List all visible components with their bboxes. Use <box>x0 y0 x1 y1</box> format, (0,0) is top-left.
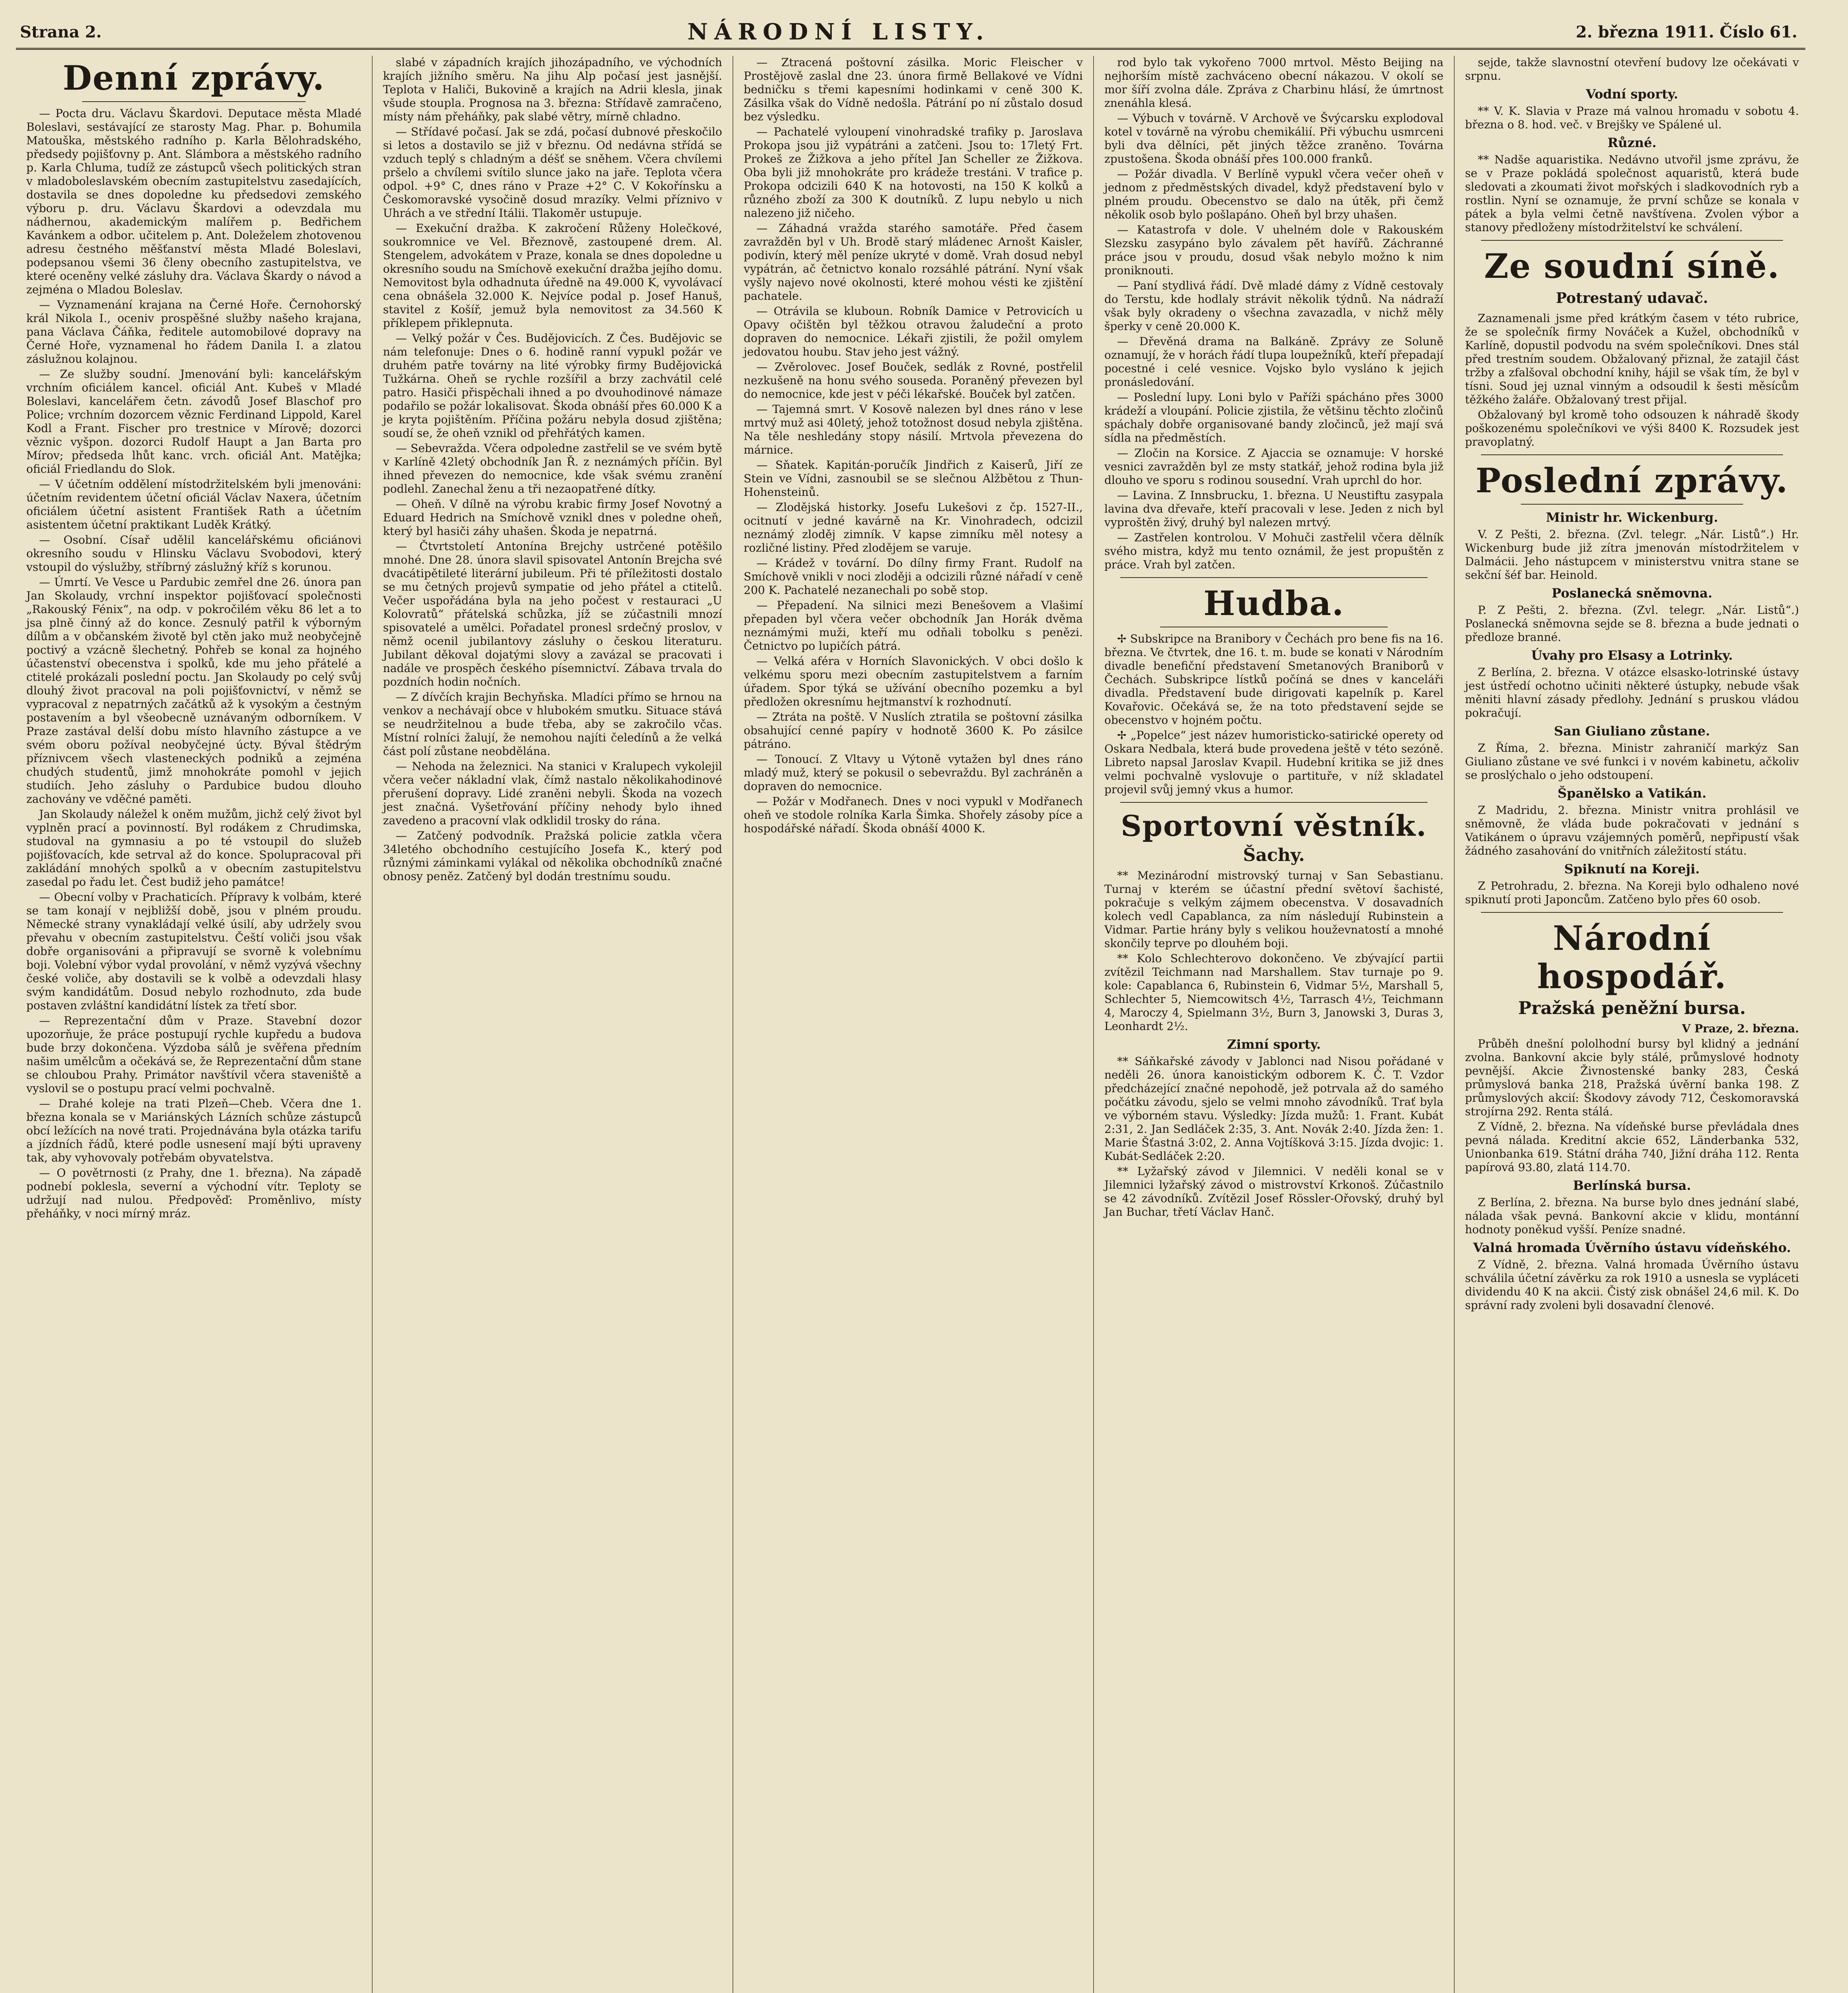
column-2 <box>373 56 733 1993</box>
article: — Výbuch v továrně. V Archově ve Švýcarsku explodoval kotel v továrně na výrobu chemikálií. Při výbuchu usmrceni byli dva dělníci, pět jiných těžce zraněno. Továrna zpustošena. Škoda obnáší přes 100.000 franků. <box>1104 112 1443 165</box>
article: — Velký požár v Čes. Budějovicích. Z Čes. Budějovic se nám telefonuje: Dnes o 6. hodině ranní vypukl požár ve druhém patře továrny na lité výrobky firmy Budějovická Tužkárna. Oheň se rychle rozšířil a brzy zachvátil celé patro. Hasiči přispěchali ihned a po dvouhodinové námaze podařilo se požár lokalisovat. Škoda obnáší přes 60.000 K a je kryta pojištěním. Příčina požáru nebyla dosud zjištěna; soudí se, že oheň vznikl od přehřátých kamen. <box>383 332 722 440</box>
subsection-title-zimni-sporty: Zimní sporty. <box>1227 1037 1321 1052</box>
article: Z Vídně, 2. března. Na vídeňské burse převládala dnes pevná nálada. Kreditní akcie 652, Länderbanka 532, Unionbanka 619. Státní dráha 740, Jižní dráha 112. Renta papírová 93.80, zlatá 114.70. <box>1465 1120 1799 1174</box>
article: — Osobní. Císař udělil kancelářskému oficiánovi okresního soudu v Hlinsku Václavu Svobodovi, který vstoupil do výslužby, stříbrný záslužný kříž s korunou. <box>26 533 361 574</box>
article: Obžalovaný byl kromě toho odsouzen k náhradě škody poškozenému společníkovi ve výši 8400 K. Rozsudek jest pravoplatný. <box>1465 408 1799 448</box>
article: — Lavina. Z Innsbrucku, 1. března. U Neustiftu zasypala lavina dva dřevaře, kteří pracovali v lese. Jeden z nich byl vyproštěn živý, druhý byl nalezen mrtvý. <box>1104 489 1443 529</box>
article: Z Berlína, 2. března. V otázce elsasko-lotrinské ústavy jest ústředí ochotno učiniti některé ústupky, nebude však měniti hlavní zásady předlohy. Jednání s pruskou vládou pokračují. <box>1465 666 1799 719</box>
article: Průběh dnešní pololhodní bursy byl klidný a jednání zvolna. Bankovní akcie byly stálé, průmyslové hodnoty pevnější. Akcie Živnostenské banky 283, Česká průmyslová banka 218, Pražská úvěrní banka 198. Z průmyslových akcií: Škodovy závody 712, Českomoravská strojírna 292. Renta stálá. <box>1465 1037 1799 1118</box>
article: rod bylo tak vykořeno 7000 mrtvol. Město Beijing na nejhorším místě zachváceno obecní nákazou. V okolí se mor šíří zvolna dále. Zpráva z Charbinu hlásí, že úmrtnost znenáhla klesá. <box>1104 56 1443 110</box>
article: — Požár divadla. V Berlíně vypukl včera večer oheň v jednom z předměstských divadel, když představení bylo v plném proudu. Obecenstvo se dalo na útěk, při čemž několik osob bylo pošlapáno. Oheň byl brzy uhašen. <box>1104 167 1443 221</box>
subsection-title-vodni-sporty: Vodní sporty. <box>1586 86 1678 102</box>
article: — Zločin na Korsice. Z Ajaccia se oznamuje: V horské vesnici zavražděn byl ze msty statkář, jehož rodina byla již dlouho ve sporu s rodinou sousední. Vrah uprchl do hor. <box>1104 446 1443 487</box>
article: — Exekuční dražba. K zakročení Růženy Holečkové, soukromnice ve Vel. Březnově, zastoupené drem. Al. Stengelem, advokátem v Praze, konala se dnes dopoledne u okresního soudu na Smíchově exekuční dražba jejího domu. Nemovitost byla odhadnuta úředně na 49.000 K, vyvolávací cena obnášela 32.000 K. Nejvíce podal p. Josef Hanuš, stavitel z Košíř, jemuž byla nemovitost za 34.560 K příklepem přiklepnuta. <box>383 222 722 330</box>
article: ** Lyžařský závod v Jilemnici. V neděli konal se v Jilemnici lyžařský závod o mistrovství Krkonoš. Zúčastnilo se 42 závodníků. Zvítězil Josef Rössler-Ořovský, druhý byl Jan Buchar, třetí Václav Hanč. <box>1104 1165 1443 1219</box>
article: Z Vídně, 2. března. Valná hromada Úvěrního ústavu schválila účetní závěrku za rok 1910 a usnesla se vypláceti dividendu 40 K na akcii. Čistý zisk obnášel 24,6 mil. K. Do správní rady zvoleni byli dosavadní členové. <box>1465 1258 1799 1312</box>
article: — Poslední lupy. Loni bylo v Paříži spácháno přes 3000 krádeží a vloupání. Policie zjistila, že většinu těchto zločinů spáchaly dobře organisované bandy zločinců, jež mají svá sídla na předměstích. <box>1104 391 1443 444</box>
article: — Tajemná smrt. V Kosově nalezen byl dnes ráno v lese mrtvý muž asi 40letý, jehož totožnost dosud nebyla zjištěna. Na těle neshledány stopy násilí. Mrtvola převezena do márnice. <box>744 403 1083 456</box>
article: Z Říma, 2. března. Ministr zahraničí markýz San Giuliano zůstane ve své funkci i v novém kabinetu, ačkoliv se proslýchalo o jeho odstoupení. <box>1465 741 1799 782</box>
article: P. Z Pešti, 2. března. (Zvl. telegr. „Nár. Listů“.) Poslanecká sněmovna sejde se 8. března a bude jednati o předloze branné. <box>1465 603 1799 644</box>
masthead <box>16 16 1805 50</box>
article: — Ztracená poštovní zásilka. Moric Fleischer v Prostějově zaslal dne 23. února firmě Bellakové ve Vídni bedničku s třemi kapesními hodinkami v ceně 300 K. Zásilka však do Vídně nedošla. Pátrání po ní zůstalo dosud bez výsledku. <box>744 56 1083 123</box>
article: — Střídavé počasí. Jak se zdá, počasí dubnové přeskočilo si letos a dostavilo se již v březnu. Od nedávna střídá se vzduch teplý s chladným a déšť se sněhem. Včera chvílemi pršelo a chvílemi svítilo slunce jako na jaře. Teplota včera odpol. +9° C, dnes ráno v Praze +2° C. V Kokořínsku a Českomoravské vysočině dosud mrazíky. Velmi příznivo v Uhrách a ve střední Itálii. Tlakoměr ustupuje. <box>383 125 722 220</box>
divider <box>1521 504 1743 505</box>
article: — Katastrofa v dole. V uhelném dole v Rakouském Slezsku zasypáno bylo závalem pět havířů. Záchranné práce jsou v proudu, dosud však nebylo možno k nim proniknouti. <box>1104 223 1443 277</box>
section-title-hudba: Hudba. <box>1203 584 1345 623</box>
article: Z Petrohradu, 2. března. Na Koreji bylo odhaleno nové spiknutí proti Japoncům. Zatčeno bylo přes 60 osob. <box>1465 879 1799 906</box>
news-headline: Ministr hr. Wickenburg. <box>1546 510 1718 525</box>
section-title-sportovni-vestnik: Sportovní věstník. <box>1121 809 1427 843</box>
article: — Reprezentační dům v Praze. Stavební dozor upozorňuje, že práce postupují rychle kupředu a budova bude brzy dokončena. Výzdoba sálů je svěřena předním našim umělcům a očekává se, že Reprezentační dům stane se chloubou Prahy. Primátor navštívil včera staveniště a vyslovil se o postupu prací velmi pochvalně. <box>26 1014 361 1095</box>
subsection-title-valna-hromada: Valná hromada Úvěrního ústavu vídeňského. <box>1473 1240 1791 1255</box>
article: ** Nadše aquaristika. Nedávno utvořil jsme zprávu, že se v Praze pokládá společnost aquaristů, která bude sledovati a zkoumati život mořských i sladkovodních ryb a rostlin. Nyní se oznamuje, že první schůze se konala v pátek a byla velmi četně navštívena. Zvolen výbor a stanovy předloženy místodržitelství ke schválení. <box>1465 153 1799 234</box>
divider <box>1481 240 1783 241</box>
news-headline: Španělsko a Vatikán. <box>1557 786 1707 801</box>
article: — Čtvrtstoletí Antonína Brejchy ustrčené potěšilo mnohé. Dne 28. února slavil spisovatel Antonín Brejcha své dvacátipětileté literární jubileum. Při té příležitosti dostalo se mu četných projevů sympatie od jeho přátel a ctitelů. Večer uspořádána byla na jeho počest v restauraci „U Kolovratů“ přátelská schůzka, jíž se zúčastnili mnozí spisovatelé a umělci. Pořadatel pronesl srdečný proslov, v němž ocenil jubilantovy zásluhy o českou literaturu. Jubilant děkoval dojatými slovy a zavázal se pracovati i nadále ve prospěch českého písemnictví. Zábava trvala do pozdních hodin nočních. <box>383 540 722 688</box>
article: Zaznamenali jsme před krátkým časem v této rubrice, že se společník firmy Nováček a Kužel, obchodníků v Karlíně, dopustil podvodu na svém společníkovi. Dnes stál před trestním soudem. Obžalovaný přiznal, že zatajil část tržby a zfalšoval obchodní knihy, hájil se však tím, že byl v tísni. Soud jej uznal vinným a odsoudil k šesti měsícům těžkého žaláře. Obžalovaný trest přijal. <box>1465 312 1799 406</box>
article: Z Madridu, 2. března. Ministr vnitra prohlásil ve sněmovně, že vláda bude pokračovati v jednání s Vatikánem o úpravu vzájemných poměrů, nepřipustí však žádného zasahování do vnitřních záležitostí státu. <box>1465 804 1799 857</box>
article: V. Z Pešti, 2. března. (Zvl. telegr. „Nár. Listů“.) Hr. Wickenburg bude již zítra jmenován místodržitelem v Dalmácii. Jeho nástupcem v ministerstvu vnitra stane se sekční šéf bar. Heinold. <box>1465 528 1799 582</box>
article: — O povětrnosti (z Prahy, dne 1. března). Na západě podnebí poklesla, severní a východní vítr. Teploty se udržují nad nulou. Předpověď: Proměnlivo, místy přeháňky, v noci mírný mráz. <box>26 1166 361 1220</box>
subsection-title-potrestany-udavac: Potrestaný udavač. <box>1556 290 1708 307</box>
section-title-denni-zpravy: Denní zprávy. <box>63 58 325 98</box>
article: — Zastřelen kontrolou. V Mohuči zastřelil včera dělník svého mistra, když mu tento oznámil, že jest propuštěn z práce. Vrah byl zatčen. <box>1104 531 1443 571</box>
article: — Nehoda na železnici. Na stanici v Kralupech vykolejil včera večer nákladní vlak, čímž nastalo několikahodinové přerušení dopravy. Lidé zraněni nebyli. Škoda na vozech jest značná. Vyšetřování příčiny nehody bylo ihned zavedeno a pracovní vlak odklidil trosky do rána. <box>383 760 722 827</box>
news-headline: Poslanecká sněmovna. <box>1551 586 1712 601</box>
article: — Zlodějská historky. Josefu Lukešovi z čp. 1527-II., ocitnutí v jedné kavárně na Kr. Vinohradech, odcizil neznámý zloděj zimník. V kapse zimníku měl notesy a rozličné listiny. Před zlodějem se varuje. <box>744 501 1083 554</box>
article: — Paní stydlivá řádí. Dvě mladé dámy z Vídně cestovaly do Terstu, kde hodlaly strávit několik týdnů. Na nádraží však byly okradeny o všechna zavazadla, v nichž měly šperky v ceně 20.000 K. <box>1104 279 1443 333</box>
article: — Drahé koleje na trati Plzeň—Cheb. Včera dne 1. března konala se v Mariánských Lázních schůze zástupců obcí ležících na nové trati. Projednávána byla otázka tarifu a jízdních řádů, které podle usnesení mají býti upraveny tak, aby vyhovovaly potřebám obyvatelstva. <box>26 1097 361 1164</box>
article: — Ztráta na poště. V Nuslích ztratila se poštovní zásilka obsahující cenné papíry v hodnotě 3600 K. Po zásilce pátráno. <box>744 710 1083 751</box>
subsection-title-berlinska-bursa: Berlínská bursa. <box>1573 1178 1691 1193</box>
divider <box>1481 912 1783 913</box>
article: Jan Skolaudy náležel k oněm mužům, jichž celý život byl vyplněn prací a povinností. Byl rodákem z Chrudimska, studoval na gymnasiu a po té vstoupil do služeb pojišťovacích, kde setrval až do konce. Spolupracoval při zakládání mnohých spolků a v obecním zastupitelstvu zasedal po řadu let. Čest budiž jeho památce! <box>26 808 361 888</box>
article: — Vyznamenání krajana na Černé Hoře. Černohorský král Nikola I., oceniv prospěšné služby našeho krajana, pana Václava Čáňka, ředitele automobilové dopravy na Černé Hoře, vyznamenal ho řádem Danila I. a zlatou záslužnou kolajnou. <box>26 298 361 366</box>
section-title-ze-soudni-sine: Ze soudní síně. <box>1484 246 1780 286</box>
news-headline: Spiknutí na Koreji. <box>1564 861 1700 877</box>
article: Z Berlína, 2. března. Na burse bylo dnes jednání slabé, nálada však pevná. Bankovní akcie v klidu, montánní hodnoty poněkud vyšší. Peníze snadné. <box>1465 1196 1799 1236</box>
article: — V účetním oddělení místodržitelském byli jmenováni: účetním revidentem účetní oficiál Václav Naxera, účetním oficiálem účetní asistent František Rath a účetním asistentem účetní praktikant Luděk Krátký. <box>26 478 361 531</box>
divider <box>1481 454 1783 455</box>
section-title-narodni-hospodar: Národní hospodář. <box>1537 918 1727 996</box>
article: — Pachatelé vyloupení vinohradské trafiky p. Jaroslava Prokopa jsou již vypátráni a zatčeni. Jsou to: 17letý Frt. Prokeš ze Žižkova a jeho přítel Jan Scheller ze Žižkova. Oba byli již mnohokráte pro krádeže trestáni. V trafice p. Prokopa odcizili 640 K na hotovosti, na 150 K kolků a různého zboží za 300 K doutníků. Z lupu nebylo u nich nalezeno již ničeho. <box>744 125 1083 220</box>
divider <box>1120 577 1428 578</box>
article: — Zatčený podvodník. Pražská policie zatkla včera 34letého obchodního cestujícího Josefa K., který pod různými záminkami vylákal od několika obchodníků značné obnosy peněz. Zatčený byl dodán trestnímu soudu. <box>383 829 722 883</box>
article: ✢ „Popelce“ jest název humoristicko-satirické operety od Oskara Nedbala, která bude provedena ještě v této sezóně. Libreto napsal Jaroslav Kvapil. Hudební kritika se již dnes velmi pochvalně vyslovuje o partituře, v níž skladatel projevil svůj jemný vkus a humor. <box>1104 729 1443 796</box>
article: — Sňatek. Kapitán-poručík Jindřich z Kaiserů, Jiří ze Stein ve Vídni, zasnoubil se se slečnou Alžbětou z Thun-Hohensteinů. <box>744 458 1083 499</box>
article: — Obecní volby v Prachaticích. Přípravy k volbám, které se tam konají v nejbližší době, jsou v plném proudu. Německé strany vynakládají velké úsilí, aby udržely svou převahu v obecním zastupitelstvu. Čeští voliči jsou však dobře organisováni a připravují se svorně k volebnímu boji. Volební výbor vydal provolání, v němž vyzývá všechny české voliče, aby dostavili se k volbě a odevzdali hlasy svým kandidátům. Dosud nebylo rozhodnuto, zda bude postaven zvláštní kandidátní lístek za třetí sbor. <box>26 890 361 1012</box>
issue-date: 2. března 1911. Číslo 61. <box>1576 22 1797 41</box>
article: ** Kolo Schlechterovo dokončeno. Ve zbývající partii zvítězil Teichmann nad Marshallem. Stav turnaje po 9. kole: Capablanca 6, Rubinstein 6, Vidmar 5½, Marshall 5, Schlechter 5, Niemcowitsch 4½, Tarrasch 4½, Teichmann 4, Maroczy 4, Spielmann 3½, Burn 3, Janowski 3, Duras 3, Leonhardt 2½. <box>1104 952 1443 1033</box>
columns <box>16 56 1813 1993</box>
subsection-title-ruzne: Různé. <box>1607 135 1657 150</box>
divider <box>82 101 306 102</box>
article: ** Sáňkařské závody v Jablonci nad Nisou pořádané v neděli 26. února kanoistickým odborem K. Č. T. Vzdor předcházející značné nepohodě, jež potrvala až do samého počátku závodu, sjelo se velmi mnoho závodníků. Trať byla ve výborném stavu. Výsledky: Jízda mužů: 1. Frant. Kubát 2:31, 2. Jan Sedláček 2:35, 3. Ant. Novák 2:40. Jízda žen: 1. Marie Šťastná 3:02, 2. Anna Vojtíšková 3:15. Jízda dvojic: 1. Kubát-Sedláček 2:20. <box>1104 1055 1443 1163</box>
article: — Sebevražda. Včera odpoledne zastřelil se ve svém bytě v Karlíně 42letý obchodník Jan Ř. z neznámých příčin. Byl ihned převezen do nemocnice, kde však svému zranění podlehl. Zanechal ženu a tři nezaopatřené dítky. <box>383 442 722 495</box>
divider <box>1120 802 1428 803</box>
article: sejde, takže slavnostní otevření budovy lze očekávati v srpnu. <box>1465 56 1799 83</box>
article: — Dřevěná drama na Balkáně. Zprávy ze Soluně oznamují, že v horách řádí tlupa loupežníků, kteří přepadají pocestné i celé vesnice. Vojsko bylo vysláno k jejich pronásledování. <box>1104 335 1443 389</box>
newspaper-title: NÁRODNÍ LISTY. <box>687 19 990 45</box>
subsection-title-sachy: Šachy. <box>1243 845 1305 865</box>
dateline: V Praze, 2. března. <box>1682 1022 1799 1035</box>
article: ** V. K. Slavia v Praze má valnou hromadu v sobotu 4. března o 8. hod. več. v Brejšky ve Spálené ul. <box>1465 104 1799 131</box>
article: — Oheň. V dílně na výrobu krabic firmy Josef Novotný a Eduard Hedrich na Smíchově vznikl dnes v poledne oheň, který byl hasiči záhy uhašen. Škoda je nepatrná. <box>383 497 722 538</box>
news-headline: Úvahy pro Elsasy a Lotrinky. <box>1531 648 1733 663</box>
column-4 <box>1094 56 1455 1993</box>
article: — Z dívčích krajin Bechyňska. Mladíci přímo se hrnou na venkov a nechávají obce v hlubokém smutku. Situace stává se neudržitelnou a bude třeba, aby se zakročilo včas. Místní rolníci žalují, že nemohou najíti čeledínů a že velká část polí zůstane neobdělána. <box>383 690 722 758</box>
column-1 <box>16 56 373 1993</box>
article: — Požár v Modřanech. Dnes v noci vypukl v Modřanech oheň ve stodole rolníka Karla Šimka. Shořely zásoby píce a hospodářské nářadí. Škoda obnáší 4000 K. <box>744 795 1083 835</box>
article: — Zvěrolovec. Josef Bouček, sedlák z Rovné, postřelil nezkušeně na honu svého souseda. Poraněný převezen byl do nemocnice, kde jest v péči lékařské. Bouček byl zatčen. <box>744 360 1083 401</box>
article: — Úmrtí. Ve Vesce u Pardubic zemřel dne 26. února pan Jan Skolaudy, vrchní inspektor pojišťovací společnosti „Rakouský Fénix“, na odp. v pokročilém věku 86 let a to jsa plně činný až do konce. Zesnulý patřil k výborným dílům a v občanském životě byl ctěn jako muž neobyčejně poctivý a vzácně šlechetný. Pohřeb se konal za hojného účastenství obecenstva i spolků, kde mu jeho přátelé a ctitelé prokázali poslední poctu. Jan Skolaudy po celý svůj dlouhý život pracoval na poli pojišťovnictví, v němž se vypracoval z nepatrných začátků až k vysokým a čestným postavením a byl všeobecně uznávaným odborníkem. V Praze zastával delší dobu místo hlavního zástupce a ve svém oboru požíval neobyčejné úcty. Býval štědrým příznivcem všech vlasteneckých podniků a zejména chudých studentů, jimž mnohokráte pomohl v jejich studiích. Jeho zásluhy o Pardubice budou dlouho zachovány ve vděčné paměti. <box>26 576 361 806</box>
news-headline: San Giuliano zůstane. <box>1554 723 1710 739</box>
article: — Pocta dru. Václavu Škardovi. Deputace města Mladé Boleslavi, sestávající ze starosty Mag. Phar. p. Bohumila Matouška, městského radního p. Karla Bělohradského, předsedy pojišťovny p. Ant. Slámbora a městského radního p. Karla Chluma, tudíž ze zástupců všech politických stran v mladoboleslavském obecním zastupitelstvu zasedajících, dostavila se dnes dopoledne ku předsedovi zemského výboru p. dru. Václavu Škardovi a odevzdala mu nádhernou, akademickým malířem p. Bedřichem Kavánkem a odbor. učitelem p. Ant. Doleželem zhotovenou adresu čestného měšťanství města Mladé Boleslavi, podepsanou všemi 36 členy obecního zastupitelstva, ve které oceněny velké zásluhy dra. Václava Škardy o návod a zejména o Mladou Boleslav. <box>26 107 361 296</box>
article: — Krádež v tovární. Do dílny firmy Frant. Rudolf na Smíchově vnikli v noci zloději a odcizili různé nářadí v ceně 200 K. Pachatelé nezanechali po sobě stop. <box>744 556 1083 597</box>
article: slabé v západních krajích jihozápadního, ve východních krajích jižního směru. Na jihu Alp počasí jest jasnější. Teplota v Haliči, Bukovině a krajích na Adrii klesla, jinak všude stoupla. Prognosa na 3. března: Střídavě zamračeno, místy nám přeháňky, pak slabé větry, mírně chladno. <box>383 56 722 123</box>
subsection-title-prazska-penezni-bursa: Pražská peněžní bursa. <box>1518 998 1746 1018</box>
article: — Záhadná vražda starého samotáře. Před časem zavražděn byl v Uh. Brodě starý mládenec Arnošt Kaisler, podivín, který měl peníze ukryté v domě. Vrah dosud nebyl vypátrán, ač četnictvo konalo rozsáhlé pátrání. Nyní však vyšly najevo nové okolnosti, které mohou vésti ke zjištění pachatele. <box>744 222 1083 303</box>
page-label: Strana 2. <box>20 22 102 41</box>
article: — Ze služby soudní. Jmenování byli: kancelářským vrchním oficiálem kancel. oficiál Ant. Kubeš v Mladé Boleslavi, kancelářem četn. závodů Josef Blaschof pro Police; vrchním dozorcem věznic Ferdinand Lippold, Karel Kodl a Frant. Fischer pro trestnice v Mírově; dozorci věznic vyšpon. dozorci Rudolf Haupt a Jan Barta pro Mírov; předseda lhůt kanc. vrch. oficiál Ant. Matějka; oficiál Friedlandu do Slok. <box>26 368 361 476</box>
article: — Otrávila se kluboun. Robník Damice v Petrovicích u Opavy očištěn byl těžkou otravou žaludeční a proto dopraven do nemocnice. Lékaři zjistili, že požil omylem jedovatou houbu. Stav jeho jest vážný. <box>744 305 1083 358</box>
article: ** Mezinárodní mistrovský turnaj v San Sebastianu. Turnaj v kterém se účastní přední světoví šachisté, pokračuje s velkým zájmem obecenstva. V dosavadních kolech vedl Capablanca, za ním následují Rubinstein a Vidmar. Partie hrány byly s velikou houževnatostí a mnohé skončily teprve po dlouhém boji. <box>1104 869 1443 950</box>
section-title-posledni-zpravy: Poslední zprávy. <box>1475 461 1789 500</box>
column-5 <box>1455 56 1809 1993</box>
article: — Tonoucí. Z Vltavy u Výtoně vytažen byl dnes ráno mladý muž, který se pokusil o sebevraždu. Byl zachráněn a dopraven do nemocnice. <box>744 753 1083 793</box>
article: — Přepadení. Na silnici mezi Benešovem a Vlašimí přepaden byl včera večer obchodník Jan Horák dvěma neznámými muži, kteří mu odňali tobolku s penězi. Četnictvo po lupičích pátrá. <box>744 599 1083 653</box>
article: ✢ Subskripce na Branibory v Čechách pro bene fis na 16. března. Ve čtvrtek, dne 16. t. m. bude se konati v Národním divadle benefiční představení Smetanových Braniborů v Čechách. Subskripce lístků počíná se dnes v kanceláři divadla. Představení bude dirigovati kapelník p. Karel Kovařovic. Očekává se, že na toto představení sejde se obecenstvo v hojném počtu. <box>1104 632 1443 727</box>
column-3 <box>733 56 1094 1993</box>
article: — Velká aféra v Horních Slavonických. V obci došlo k velkému sporu mezi obecním zastupitelstvem a farním úřadem. Spor týká se užívání obecního pozemku a byl předložen okresnímu hejtmanství k rozhodnutí. <box>744 655 1083 708</box>
